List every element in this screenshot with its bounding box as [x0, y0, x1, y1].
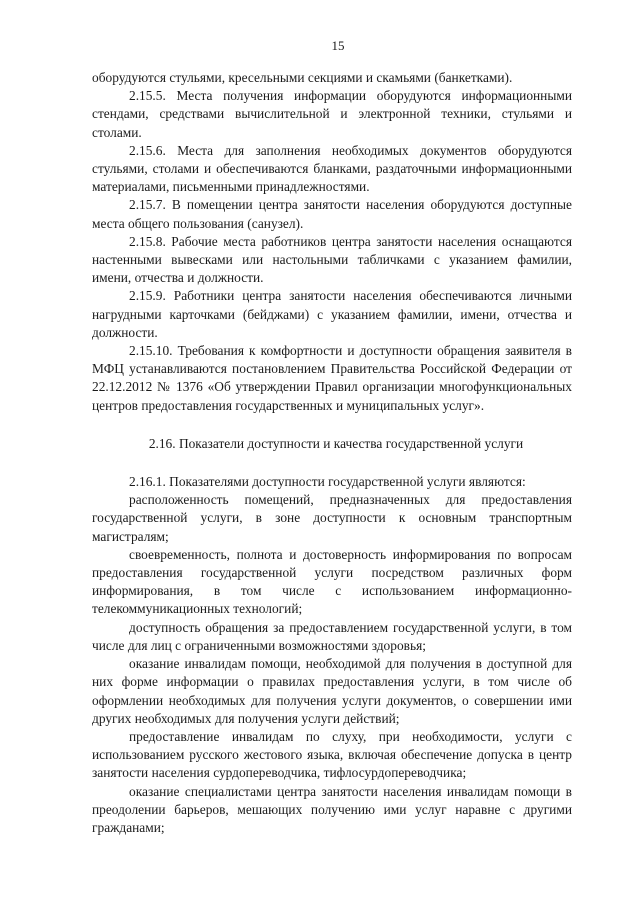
page-number: 15 [331, 38, 345, 53]
list-item-assistance: оказание инвалидам помощи, необходимой для получения в доступной для них форме информации о правилах предоставления услуги, в том числе об оформлении необходимых для получения услуги документов, о совершении ими других необходимых для получения услуги действий; [92, 656, 572, 726]
paragraph-2-15-6: 2.15.6. Места для заполнения необходимых документов оборудуются стульями, столами и обеспечиваются бланками, раздаточными информационными материалами, письменными принадлежностями. [92, 142, 572, 195]
list-item-accessibility: доступность обращения за предоставлением государственной услуги, в том числе для лиц с ограниченными возможностями здоровья; [92, 619, 572, 653]
list-item-barriers: оказание специалистами центра занятости населения инвалидам помощи в преодолении барьеров, мешающих получению ими услуг наравне с другими гражданами; [92, 783, 572, 835]
paragraph-2-15-5: 2.15.5. Места получения информации оборудуются информационными стендами, средствами вычислительной и электронной техники, стульями и столами. [92, 88, 572, 140]
document-page [92, 38, 572, 837]
list-item-sign-language: предоставление инвалидам по слуху, при необходимости, услуги с использованием русского жестового языка, включая обеспечение допуска в центр занятости населения сурдопереводчика, тифлосурдопереводчика; [92, 728, 572, 781]
paragraph-2-15-8: 2.15.8. Рабочие места работников центра занятости населения оснащаются настенными вывесками или настольными табличками с указанием фамилии, имени, отчества и должности. [92, 233, 572, 286]
paragraph-2-15-9: 2.15.9. Работники центра занятости населения обеспечиваются личными нагрудными карточками (бейджами) с указанием фамилии, имени, отчества и должности. [92, 288, 572, 340]
paragraph-2-15-7: 2.15.7. В помещении центра занятости населения оборудуются доступные места общего пользования (санузел). [92, 197, 572, 231]
section-heading-2-16: 2.16. Показатели доступности и качества государственной услуги [148, 435, 524, 451]
paragraph-continuation: оборудуются стульями, кресельными секциями и скамьями (банкетками). [92, 70, 513, 85]
paragraph-2-15-10: 2.15.10. Требования к комфортности и доступности обращения заявителя в МФЦ устанавливаются постановлением Правительства Российской Федерации от 22.12.2012 № 1376 «Об утверждении Правил организации многофункциональных центров предоставления государственных и муниципальных услуг». [92, 343, 572, 413]
list-item-informing: своевременность, полнота и достоверность информирования по вопросам предоставления государственной услуги посредством различных форм информирования, в том числе с использованием информационно-телекоммуникационных технологий; [92, 546, 572, 617]
list-item-location: расположенность помещений, предназначенных для предоставления государственной услуги, в зоне доступности к основным транспортным магистралям; [92, 492, 572, 544]
paragraph-2-16-1: 2.16.1. Показателями доступности государственной услуги являются: [129, 474, 526, 490]
